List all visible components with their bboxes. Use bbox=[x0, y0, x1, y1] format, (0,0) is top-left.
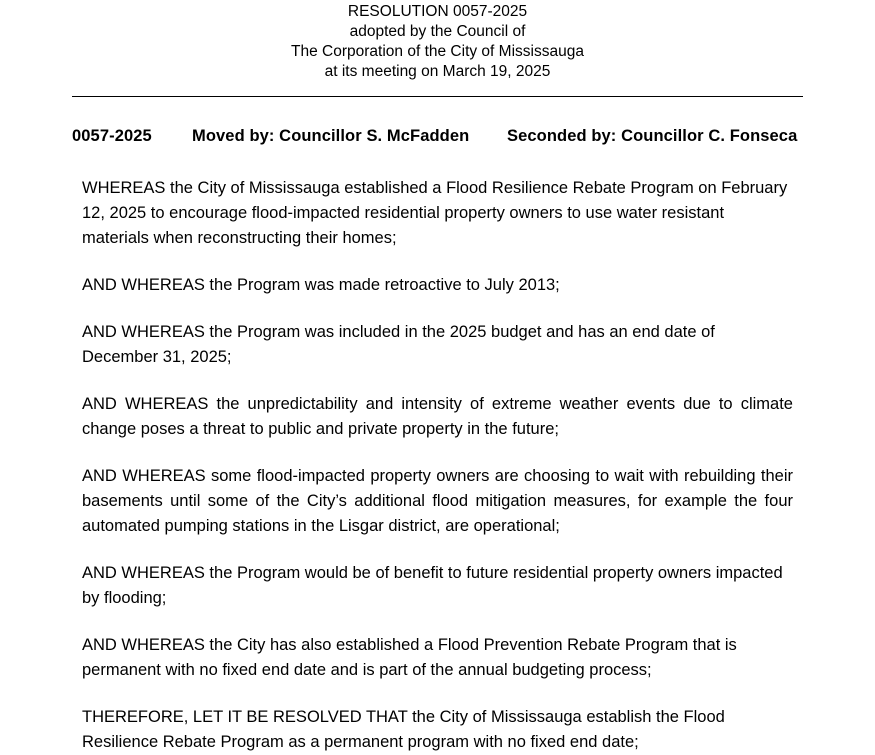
paragraph: THEREFORE, LET IT BE RESOLVED THAT the City of Mississauga establish the Flood Resilience Rebate Program as a permanent program with no fixed end date; bbox=[82, 708, 725, 751]
paragraph: AND WHEREAS the Program was included in the 2025 budget and has an end date of December 31, 2025; bbox=[82, 323, 715, 366]
paragraph: AND WHEREAS the Program would be of benefit to future residential property owners impacted by flooding; bbox=[82, 564, 783, 607]
moved-by: Moved by: Councillor S. McFadden bbox=[192, 127, 470, 145]
resolution-title: RESOLUTION 0057-2025 bbox=[347, 3, 528, 20]
document-header bbox=[0, 0, 875, 82]
paragraph: AND WHEREAS the unpredictability and intensity of extreme weather events due to climate change poses a threat to public and private property in the future; bbox=[82, 395, 793, 438]
paragraph: AND WHEREAS the Program was made retroactive to July 2013; bbox=[82, 276, 560, 294]
seconded-by: Seconded by: Councillor C. Fonseca bbox=[507, 127, 798, 145]
resolution-number: 0057-2025 bbox=[72, 127, 152, 145]
corporation-line: The Corporation of the City of Mississauga bbox=[291, 43, 584, 60]
header-divider bbox=[72, 96, 803, 97]
paragraph: WHEREAS the City of Mississauga established a Flood Resilience Rebate Program on February 12, 2025 to encourage flood-impacted residential property owners to use water resistant materials when reconstructing their homes; bbox=[82, 179, 788, 247]
paragraph: AND WHEREAS the City has also established a Flood Prevention Rebate Program that is permanent with no fixed end date and is part of the annual budgeting process; bbox=[82, 636, 737, 679]
adopted-by-line: adopted by the Council of bbox=[349, 23, 526, 40]
resolution-meta-row bbox=[72, 127, 803, 146]
paragraph: AND WHEREAS some flood-impacted property owners are choosing to wait with rebuilding their basements until some of the City’s additional flood mitigation measures, for example the four automated pumping stations in the Lisgar district, are operational; bbox=[82, 467, 793, 535]
resolution-body bbox=[82, 176, 793, 755]
meeting-date-line: at its meeting on March 19, 2025 bbox=[324, 63, 551, 80]
